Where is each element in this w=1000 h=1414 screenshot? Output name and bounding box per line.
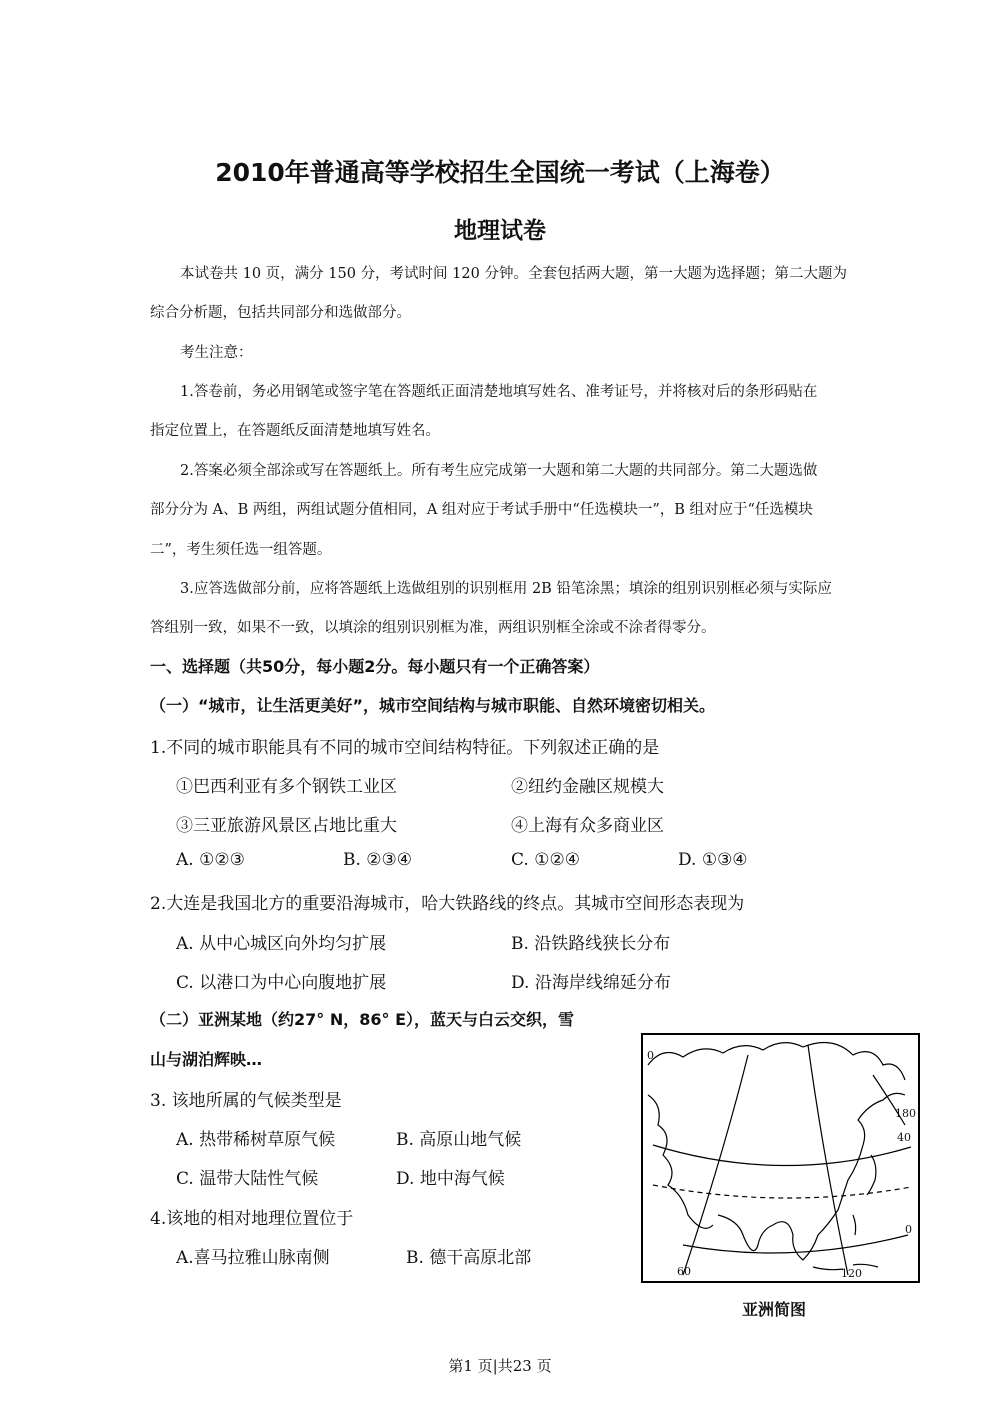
q1-statement-1: ①巴西利亚有多个钢铁工业区 <box>176 777 397 797</box>
notice-2-line-1: 2.答案必须全部涂或写在答题纸上。所有考生应完成第一大题和第二大题的共同部分。第二大题选做 <box>180 463 818 479</box>
notice-3-line-1: 3.应答选做部分前，应将答题纸上选做组别的识别框用 2B 铅笔涂黑；填涂的组别识别框必须与实际应 <box>180 581 832 597</box>
q2-option-c: C. 以港口为中心向腹地扩展 <box>176 973 387 993</box>
q3-stem: 3. 该地所属的气候类型是 <box>150 1091 342 1111</box>
map-label-60: 60 <box>677 1265 691 1278</box>
q2-option-b: B. 沿铁路线狭长分布 <box>511 934 671 954</box>
q4-option-a: A.喜马拉雅山脉南侧 <box>176 1248 330 1268</box>
q1-option-a: A. ①②③ <box>176 850 245 870</box>
asia-sketch-map <box>641 1033 920 1283</box>
q1-statement-3: ③三亚旅游风景区占地比重大 <box>176 816 397 836</box>
q4-stem: 4.该地的相对地理位置位于 <box>150 1209 354 1229</box>
q1-option-d: D. ①③④ <box>678 850 748 870</box>
arctic-coastline <box>648 1043 905 1081</box>
q1-statement-2: ②纽约金融区规模大 <box>511 777 664 797</box>
notice-1-line-1: 1.答卷前，务必用钢笔或签字笔在答题纸正面清楚地填写姓名、准考证号，并将核对后的条形码贴在 <box>180 384 818 400</box>
map-label-120: 120 <box>841 1267 862 1280</box>
india-coastline <box>718 1215 773 1251</box>
map-label-0-right: 0 <box>905 1223 912 1236</box>
map-caption: 亚洲简图 <box>742 1300 807 1319</box>
notice-2-line-2: 部分分为 A、B 两组，两组试题分值相同，A 组对应于考试手册中“任选模块一”，B 组对应于“任选模块 <box>150 502 813 518</box>
japan-islands <box>867 1155 876 1195</box>
q3-option-b: B. 高原山地气候 <box>396 1130 522 1150</box>
intro-line-2: 综合分析题，包括共同部分和选做部分。 <box>150 305 411 321</box>
map-label-0-top: 0 <box>647 1049 654 1062</box>
q1-option-c: C. ①②④ <box>511 850 580 870</box>
map-drawing <box>643 1035 918 1281</box>
notice-2-line-3: 二”，考生须任选一组答题。 <box>150 542 332 558</box>
group-2-heading-line-1: （二）亚洲某地（约27° N，86° E），蓝天与白云交织，雪 <box>150 1010 574 1029</box>
q2-stem: 2.大连是我国北方的重要沿海城市，哈大铁路线的终点。其城市空间形态表现为 <box>150 894 745 914</box>
notice-3-line-2: 答组别一致，如果不一致，以填涂的组别识别框为准，两组识别框全涂或不涂者得零分。 <box>150 620 716 636</box>
q3-option-c: C. 温带大陆性气候 <box>176 1169 319 1189</box>
map-label-180: 180 <box>895 1107 916 1120</box>
page-footer: 第1 页|共23 页 <box>448 1357 552 1375</box>
meridian-60 <box>683 1055 748 1275</box>
southeast-asia-coastline <box>773 1145 863 1260</box>
intro-line-1: 本试卷共 10 页，满分 150 分，考试时间 120 分钟。全套包括两大题，第一大题为选择题；第二大题为 <box>180 266 847 282</box>
philippines-islands <box>853 1215 856 1235</box>
q2-option-d: D. 沿海岸线绵延分布 <box>511 973 671 993</box>
page-title: 2010年普通高等学校招生全国统一考试（上海卷） <box>215 158 785 187</box>
q4-option-b: B. 德干高原北部 <box>406 1248 532 1268</box>
europe-coastline <box>648 1095 713 1228</box>
notice-1-line-2: 指定位置上，在答题纸反面清楚地填写姓名。 <box>150 423 440 439</box>
q3-option-a: A. 热带稀树草原气候 <box>176 1130 336 1150</box>
q1-statement-4: ④上海有众多商业区 <box>511 816 664 836</box>
notice-heading: 考生注意： <box>180 345 253 361</box>
map-label-40: 40 <box>897 1131 911 1144</box>
meridian-120 <box>808 1045 848 1275</box>
group-1-heading: （一）“城市，让生活更美好”，城市空间结构与城市职能、自然环境密切相关。 <box>150 696 716 715</box>
latitude-line-40 <box>653 1145 911 1166</box>
q1-option-b: B. ②③④ <box>343 850 413 870</box>
section-1-heading: 一、选择题（共50分，每小题2分。每小题只有一个正确答案） <box>150 657 600 676</box>
q1-stem: 1.不同的城市职能具有不同的城市空间结构特征。下列叙述正确的是 <box>150 738 660 758</box>
q2-option-a: A. 从中心城区向外均匀扩展 <box>176 934 387 954</box>
group-2-heading-line-2: 山与湖泊辉映… <box>150 1050 263 1069</box>
q3-option-d: D. 地中海气候 <box>396 1169 505 1189</box>
page-subtitle: 地理试卷 <box>454 218 546 244</box>
